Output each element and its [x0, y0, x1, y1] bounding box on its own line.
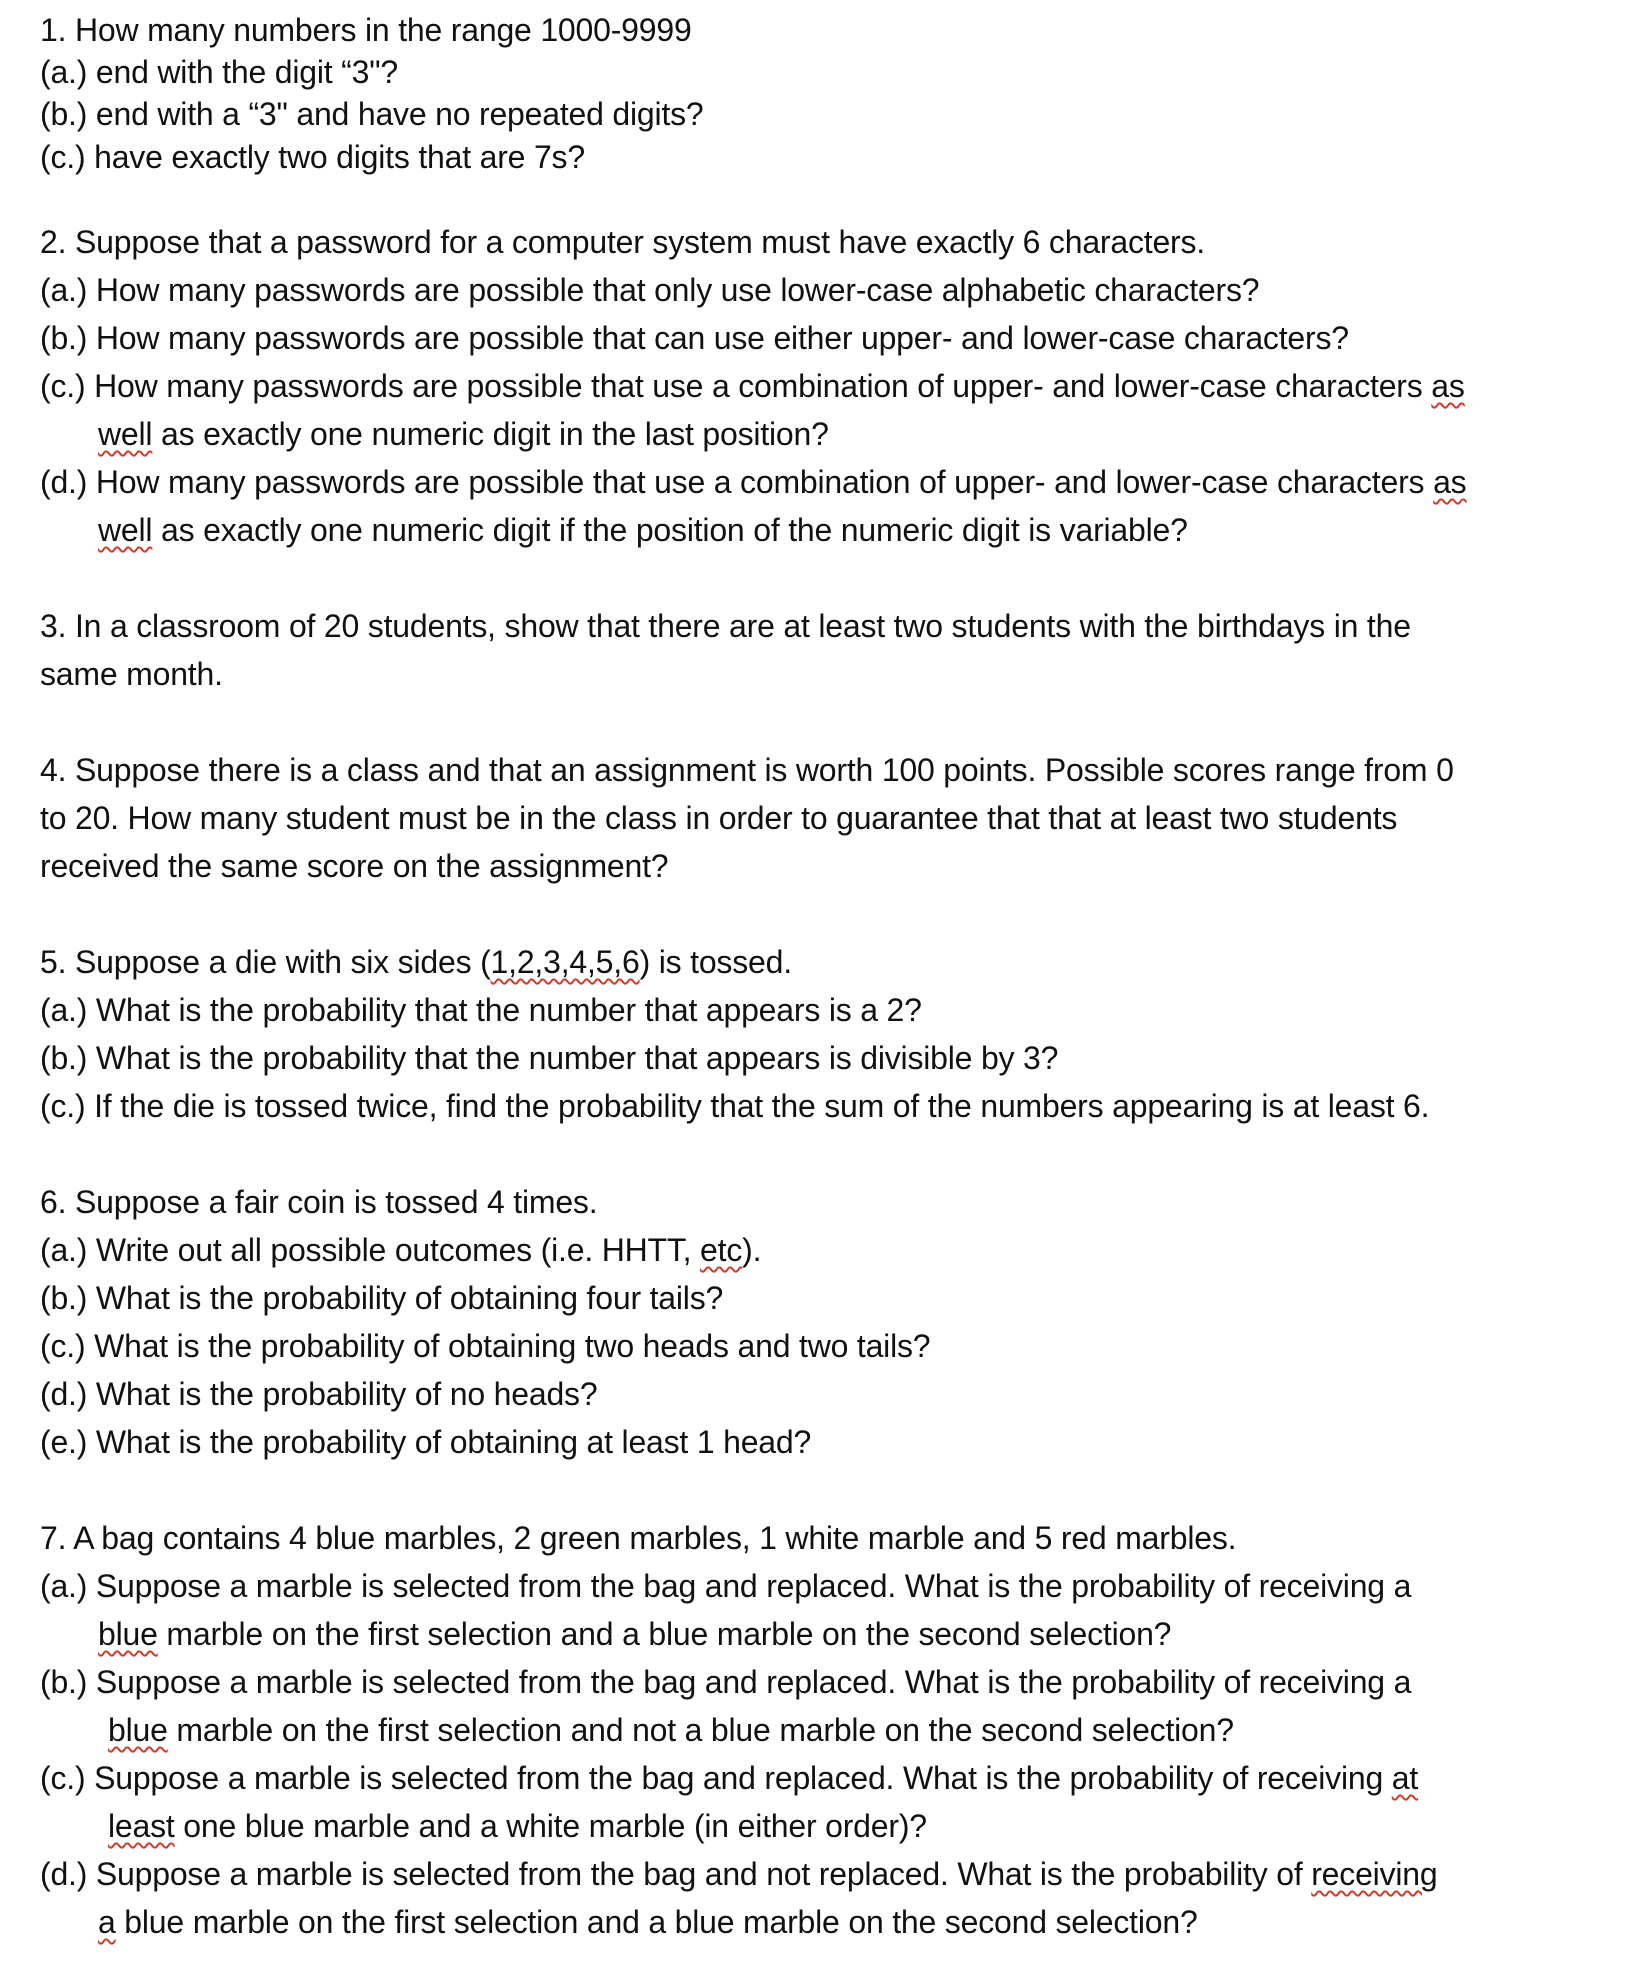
spellcheck-word: as: [1431, 368, 1465, 404]
q2-part-d-text: as exactly one numeric digit if the position of the numeric digit is variable?: [152, 512, 1188, 548]
spellcheck-word: 1,2,3,4,5,6: [490, 944, 640, 980]
q3-line2: same month.: [40, 656, 223, 692]
q2-part-a: (a.) How many passwords are possible that only use lower-case alphabetic characters?: [40, 272, 1260, 308]
q3-line1: 3. In a classroom of 20 students, show that there are at least two students with the birthdays in the: [40, 608, 1411, 644]
q5-stem-text: ) is tossed.: [639, 944, 792, 980]
q2-part-d-text: (d.) How many passwords are possible that use a combination of upper- and lower-case characters: [40, 464, 1425, 500]
q6-part-b: (b.) What is the probability of obtaining four tails?: [40, 1280, 724, 1316]
q7-part-d-text: blue marble on the first selection and a blue marble on the second selection?: [115, 1904, 1198, 1940]
q1-part-a: (a.) end with the digit “3"?: [40, 54, 398, 90]
q7-part-b-line1: (b.) Suppose a marble is selected from the bag and replaced. What is the probability of receiving a: [40, 1664, 1412, 1700]
spellcheck-word: as: [1433, 464, 1467, 500]
q1-stem: 1. How many numbers in the range 1000-9999: [40, 12, 692, 48]
spellcheck-word: blue: [108, 1712, 168, 1748]
q7-part-a-line2: [98, 1614, 1171, 1654]
q1-part-c: (c.) have exactly two digits that are 7s?: [40, 139, 585, 175]
q7-part-b-text: marble on the first selection and not a blue marble on the second selection?: [167, 1712, 1234, 1748]
q5-stem-text: 5. Suppose a die with six sides (: [40, 944, 491, 980]
q2-part-d-line2: [98, 510, 1188, 550]
q7-part-c-line1: [40, 1758, 1418, 1798]
q7-part-a-line1: (a.) Suppose a marble is selected from the bag and replaced. What is the probability of receiving a: [40, 1568, 1412, 1604]
spellcheck-word: a: [98, 1904, 116, 1940]
q2-part-c-text: as exactly one numeric digit in the last position?: [152, 416, 829, 452]
q5-part-b: (b.) What is the probability that the number that appears is divisible by 3?: [40, 1040, 1059, 1076]
q7-part-d-line2: [98, 1902, 1198, 1942]
spellcheck-word: etc: [700, 1232, 743, 1268]
q2-stem: 2. Suppose that a password for a computer system must have exactly 6 characters.: [40, 224, 1206, 260]
q6-part-d: (d.) What is the probability of no heads?: [40, 1376, 598, 1412]
q7-stem: 7. A bag contains 4 blue marbles, 2 green marbles, 1 white marble and 5 red marbles.: [40, 1520, 1237, 1556]
q2-part-c-line2: [98, 414, 829, 454]
q4-line2: to 20. How many student must be in the class in order to guarantee that that at least two students: [40, 800, 1398, 836]
q7-part-c-text: one blue marble and a white marble (in either order)?: [174, 1808, 927, 1844]
spellcheck-word: receiving: [1311, 1856, 1438, 1892]
q2-part-c-line1: [40, 366, 1465, 406]
q6-stem: 6. Suppose a fair coin is tossed 4 times.: [40, 1184, 598, 1220]
q7-part-d-text: (d.) Suppose a marble is selected from the bag and not replaced. What is the probability of: [40, 1856, 1303, 1892]
spellcheck-word: blue: [98, 1616, 158, 1652]
q6-part-a-text: ).: [742, 1232, 762, 1268]
q5-stem: [40, 942, 792, 982]
q7-part-b-line2: [108, 1710, 1234, 1750]
q6-part-a-text: (a.) Write out all possible outcomes (i.e. HHTT,: [40, 1232, 701, 1268]
q4-line1: 4. Suppose there is a class and that an assignment is worth 100 points. Possible scores range from 0: [40, 752, 1454, 788]
q1-part-b: (b.) end with a “3" and have no repeated digits?: [40, 96, 704, 132]
q4-line3: received the same score on the assignment?: [40, 848, 669, 884]
q6-part-c: (c.) What is the probability of obtaining two heads and two tails?: [40, 1328, 931, 1364]
q5-part-a: (a.) What is the probability that the number that appears is a 2?: [40, 992, 922, 1028]
q5-part-c: (c.) If the die is tossed twice, find the probability that the sum of the numbers appearing is at least 6.: [40, 1088, 1430, 1124]
q7-part-c-line2: [108, 1806, 927, 1846]
spellcheck-word: well: [98, 512, 153, 548]
q7-part-c-text: (c.) Suppose a marble is selected from the bag and replaced. What is the probability of receiving: [40, 1760, 1384, 1796]
spellcheck-word: least: [108, 1808, 175, 1844]
q2-part-d-line1: [40, 462, 1466, 502]
q7-part-a-text: marble on the first selection and a blue marble on the second selection?: [157, 1616, 1172, 1652]
q7-part-d-line1: [40, 1854, 1437, 1894]
q6-part-a: [40, 1230, 761, 1270]
q2-part-c-text: (c.) How many passwords are possible that use a combination of upper- and lower-case characters: [40, 368, 1423, 404]
spellcheck-word: well: [98, 416, 153, 452]
q2-part-b: (b.) How many passwords are possible that can use either upper- and lower-case characters?: [40, 320, 1349, 356]
spellcheck-word: at: [1391, 1760, 1419, 1796]
q6-part-e: (e.) What is the probability of obtaining at least 1 head?: [40, 1424, 812, 1460]
